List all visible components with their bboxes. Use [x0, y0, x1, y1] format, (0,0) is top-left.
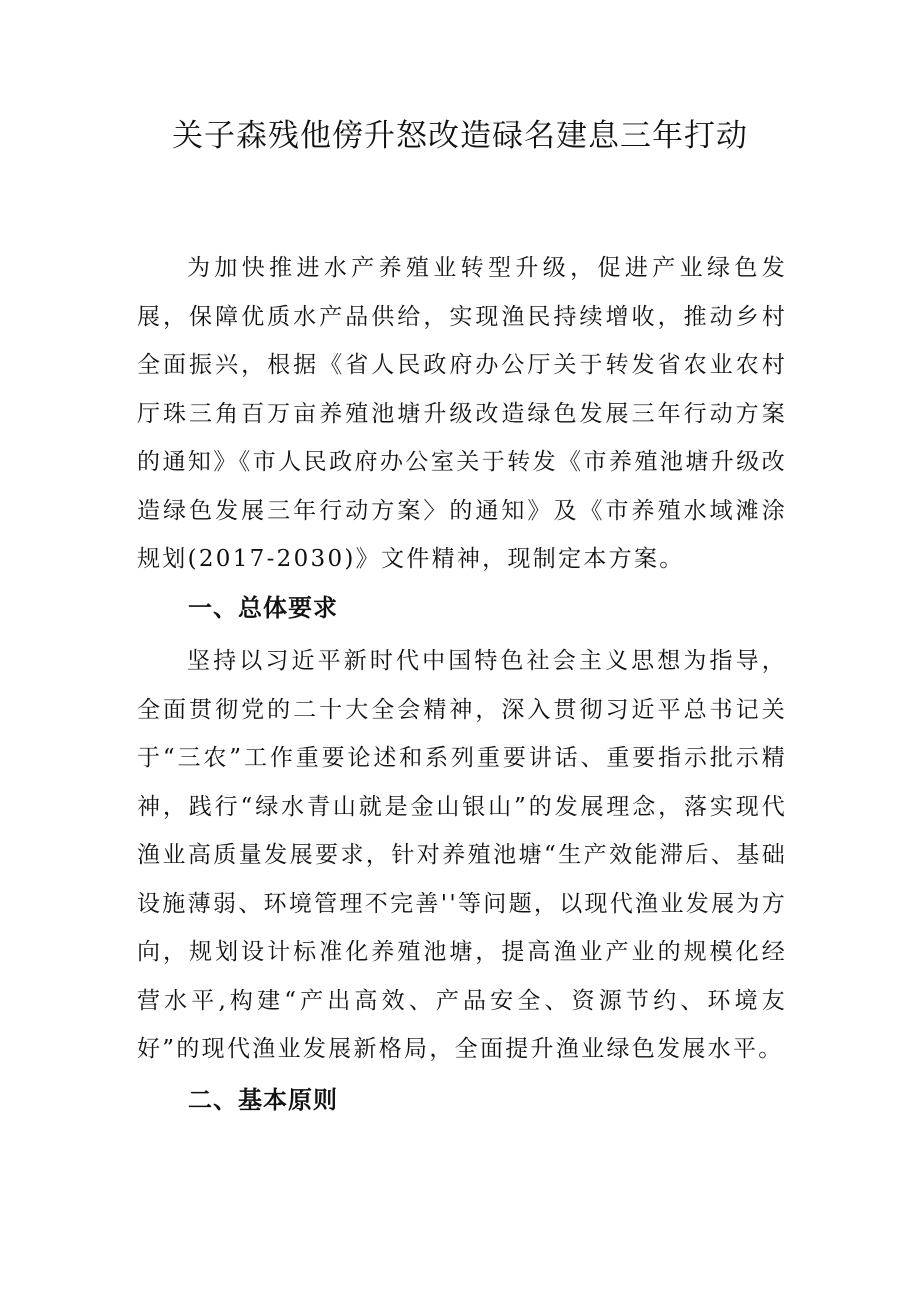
general-requirements-paragraph: 坚持以习近平新时代中国特色社会主义思想为指导，全面贯彻党的二十大全会精神，深入贯彻习近平总书记关于“三农”工作重要论述和系列重要讲话、重要指示批示精神，践行“绿水青山就是金山银山”的发展理念，落实现代渔业高质量发展要求，针对养殖池塘“生产效能滞后、基础设施薄弱、环境管理不完善''等问题，以现代渔业发展为方向，规划设计标准化养殖池塘，提高渔业产业的规模化经营水平,构建“产出高效、产品安全、资源节约、环境友好”的现代渔业发展新格局，全面提升渔业绿色发展水平。 — [137, 648, 787, 1062]
document-title: 关子森残他傍升怒改造碌名建息三年打动 — [172, 118, 748, 154]
intro-paragraph: 为加快推进水产养殖业转型升级，促进产业绿色发展，保障优质水产品供给，实现渔民持续增收，推动乡村全面振兴，根据《省人民政府办公厅关于转发省农业农村厅珠三角百万亩养殖池塘升级改造绿色发展三年行动方案的通知》《市人民政府办公室关于转发《市养殖池塘升级改造绿色发展三年行动方案〉的通知》及《市养殖水域滩涂规划(2017-2030)》文件精神，现制定本方案。 — [137, 255, 787, 572]
section-heading-basic-principles: 二、基本原则 — [188, 1086, 338, 1114]
section-heading-general-requirements: 一、总体要求 — [188, 594, 338, 622]
